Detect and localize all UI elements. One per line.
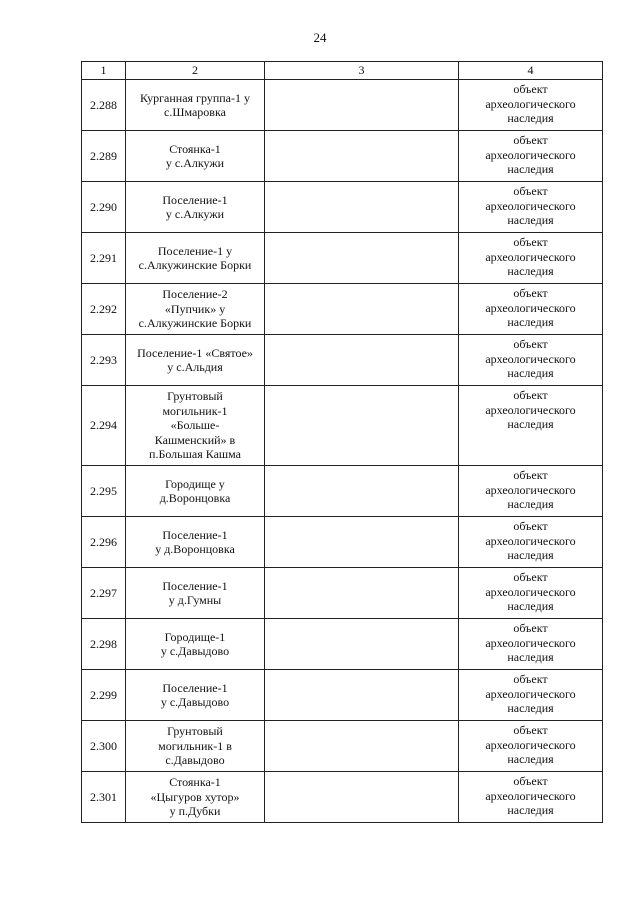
- object-name-cell: [126, 284, 265, 335]
- object-name-line: Городище у: [165, 476, 225, 491]
- object-type-line: объект: [513, 672, 548, 686]
- object-name-line: Поселение-1: [162, 192, 228, 207]
- table-row: [82, 619, 603, 670]
- object-type-line: археологического: [485, 584, 576, 599]
- object-type-cell: [459, 568, 603, 619]
- column3-cell: [265, 131, 459, 182]
- object-type-line: объект: [513, 570, 548, 584]
- object-name-cell: [126, 670, 265, 721]
- object-type-line: наследия: [507, 497, 554, 511]
- object-type-line: объект: [513, 286, 548, 300]
- table-row: [82, 131, 603, 182]
- object-name-cell: [126, 233, 265, 284]
- object-name-line: Грунтовый: [167, 724, 223, 739]
- object-type-line: объект: [513, 388, 548, 402]
- table-row: [82, 721, 603, 772]
- object-name-line: Поселение-1 «Святое»: [137, 345, 253, 360]
- row-number: 2.290: [82, 182, 126, 233]
- object-type-cell: [459, 80, 603, 131]
- object-type-line: наследия: [507, 650, 554, 664]
- object-type-line: наследия: [507, 417, 554, 431]
- column3-cell: [265, 182, 459, 233]
- object-type-line: археологического: [485, 788, 576, 803]
- column3-cell: [265, 233, 459, 284]
- object-type-line: археологического: [485, 635, 576, 650]
- page-number: 24: [313, 30, 327, 45]
- object-type-line: объект: [513, 621, 548, 635]
- object-type-line: наследия: [507, 803, 554, 817]
- object-type-line: объект: [513, 133, 548, 147]
- object-name-cell: [126, 131, 265, 182]
- object-name-line: с.Алкужинские Борки: [138, 258, 252, 272]
- object-name-line: Стоянка-1: [169, 141, 221, 156]
- object-name-line: у с.Давыдово: [160, 644, 230, 658]
- object-type-line: объект: [513, 235, 548, 249]
- object-type-line: наследия: [507, 599, 554, 613]
- object-type-line: наследия: [507, 162, 554, 176]
- object-name-line: у с.Алкужи: [165, 207, 225, 221]
- object-type-line: наследия: [507, 111, 554, 125]
- object-type-line: наследия: [507, 701, 554, 715]
- row-number: 2.298: [82, 619, 126, 670]
- object-name-cell: [126, 517, 265, 568]
- object-name-line: у д.Воронцовка: [155, 542, 235, 556]
- column-header: 2: [126, 62, 265, 80]
- object-name-cell: [126, 386, 265, 466]
- object-name-line: Городище-1: [164, 629, 226, 644]
- table-row: [82, 284, 603, 335]
- object-name-cell: [126, 182, 265, 233]
- object-name-cell: [126, 721, 265, 772]
- table-row: [82, 466, 603, 517]
- object-name-cell: [126, 80, 265, 131]
- object-name-line: у с.Альдия: [167, 360, 223, 374]
- object-type-line: наследия: [507, 752, 554, 766]
- table-row: [82, 182, 603, 233]
- object-name-cell: [126, 466, 265, 517]
- column3-cell: [265, 619, 459, 670]
- object-name-line: с.Давыдово: [165, 753, 225, 768]
- object-name-line: Стоянка-1: [169, 775, 221, 790]
- column3-cell: [265, 568, 459, 619]
- table-body: [82, 62, 603, 823]
- header-row: [82, 62, 603, 80]
- object-name-cell: [126, 568, 265, 619]
- object-name-line: могильник-1 в: [158, 738, 232, 753]
- object-name-line: у с.Алкужи: [165, 156, 225, 170]
- object-name-line: у п.Дубки: [169, 804, 221, 819]
- column3-cell: [265, 772, 459, 823]
- object-name-line: Поселение-1: [162, 578, 228, 593]
- object-type-line: археологического: [485, 686, 576, 701]
- object-name-line: Поселение-2: [162, 287, 228, 302]
- table-row: [82, 772, 603, 823]
- object-type-line: объект: [513, 723, 548, 737]
- object-name-line: Поселение-1 у: [157, 243, 233, 258]
- object-name-cell: [126, 772, 265, 823]
- object-type-cell: [459, 284, 603, 335]
- object-type-line: наследия: [507, 213, 554, 227]
- column-header: 4: [459, 62, 603, 80]
- object-type-line: объект: [513, 337, 548, 351]
- table-row: [82, 670, 603, 721]
- object-type-line: археологического: [485, 402, 576, 417]
- object-name-line: Кашменский» в: [154, 432, 236, 447]
- row-number: 2.294: [82, 386, 126, 466]
- object-type-line: наследия: [507, 264, 554, 278]
- object-type-line: объект: [513, 184, 548, 198]
- object-type-cell: [459, 619, 603, 670]
- object-name-line: п.Большая Кашма: [149, 447, 241, 462]
- object-type-cell: [459, 233, 603, 284]
- object-type-line: археологического: [485, 533, 576, 548]
- object-name-line: с.Алкужинские Борки: [138, 316, 252, 331]
- column3-cell: [265, 335, 459, 386]
- table-row: [82, 80, 603, 131]
- object-type-line: объект: [513, 774, 548, 788]
- row-number: 2.289: [82, 131, 126, 182]
- object-type-line: объект: [513, 468, 548, 482]
- row-number: 2.297: [82, 568, 126, 619]
- object-type-line: археологического: [485, 198, 576, 213]
- column3-cell: [265, 80, 459, 131]
- row-number: 2.293: [82, 335, 126, 386]
- column3-cell: [265, 466, 459, 517]
- heritage-registry-table: [81, 61, 603, 823]
- object-name-cell: [126, 335, 265, 386]
- object-type-cell: [459, 182, 603, 233]
- object-type-cell: [459, 386, 603, 466]
- row-number: 2.301: [82, 772, 126, 823]
- row-number: 2.296: [82, 517, 126, 568]
- object-type-cell: [459, 670, 603, 721]
- object-name-line: «Цыгуров хутор»: [150, 789, 240, 804]
- object-name-line: «Пупчик» у: [164, 301, 226, 316]
- object-type-line: археологического: [485, 96, 576, 111]
- object-name-line: Курганная группа-1 у: [140, 90, 250, 105]
- row-number: 2.291: [82, 233, 126, 284]
- object-type-cell: [459, 131, 603, 182]
- object-name-line: с.Шмаровка: [164, 105, 226, 119]
- object-type-line: наследия: [507, 315, 554, 329]
- object-name-line: Грунтовый: [167, 389, 223, 404]
- object-type-cell: [459, 466, 603, 517]
- column3-cell: [265, 670, 459, 721]
- object-name-cell: [126, 619, 265, 670]
- row-number: 2.299: [82, 670, 126, 721]
- object-name-line: у д.Гумны: [168, 593, 222, 607]
- row-number: 2.288: [82, 80, 126, 131]
- object-name-line: Поселение-1: [162, 527, 228, 542]
- object-name-line: у с.Давыдово: [160, 695, 230, 709]
- object-type-line: археологического: [485, 351, 576, 366]
- object-type-cell: [459, 517, 603, 568]
- row-number: 2.300: [82, 721, 126, 772]
- object-type-line: наследия: [507, 548, 554, 562]
- object-type-line: археологического: [485, 737, 576, 752]
- table-row: [82, 568, 603, 619]
- table-row: [82, 517, 603, 568]
- row-number: 2.295: [82, 466, 126, 517]
- object-type-line: объект: [513, 82, 548, 96]
- object-type-line: объект: [513, 519, 548, 533]
- object-type-cell: [459, 335, 603, 386]
- object-type-line: археологического: [485, 300, 576, 315]
- object-name-line: могильник-1: [162, 403, 228, 418]
- table-row: [82, 233, 603, 284]
- row-number: 2.292: [82, 284, 126, 335]
- object-name-line: «Больше-: [170, 418, 220, 433]
- column3-cell: [265, 386, 459, 466]
- object-type-line: наследия: [507, 366, 554, 380]
- object-name-line: д.Воронцовка: [159, 491, 231, 505]
- column3-cell: [265, 517, 459, 568]
- table-row: [82, 386, 603, 466]
- object-type-cell: [459, 772, 603, 823]
- column-header: 3: [265, 62, 459, 80]
- column3-cell: [265, 284, 459, 335]
- column3-cell: [265, 721, 459, 772]
- object-name-line: Поселение-1: [162, 680, 228, 695]
- object-type-line: археологического: [485, 249, 576, 264]
- object-type-line: археологического: [485, 147, 576, 162]
- object-type-cell: [459, 721, 603, 772]
- table-row: [82, 335, 603, 386]
- column-header: 1: [82, 62, 126, 80]
- object-type-line: археологического: [485, 482, 576, 497]
